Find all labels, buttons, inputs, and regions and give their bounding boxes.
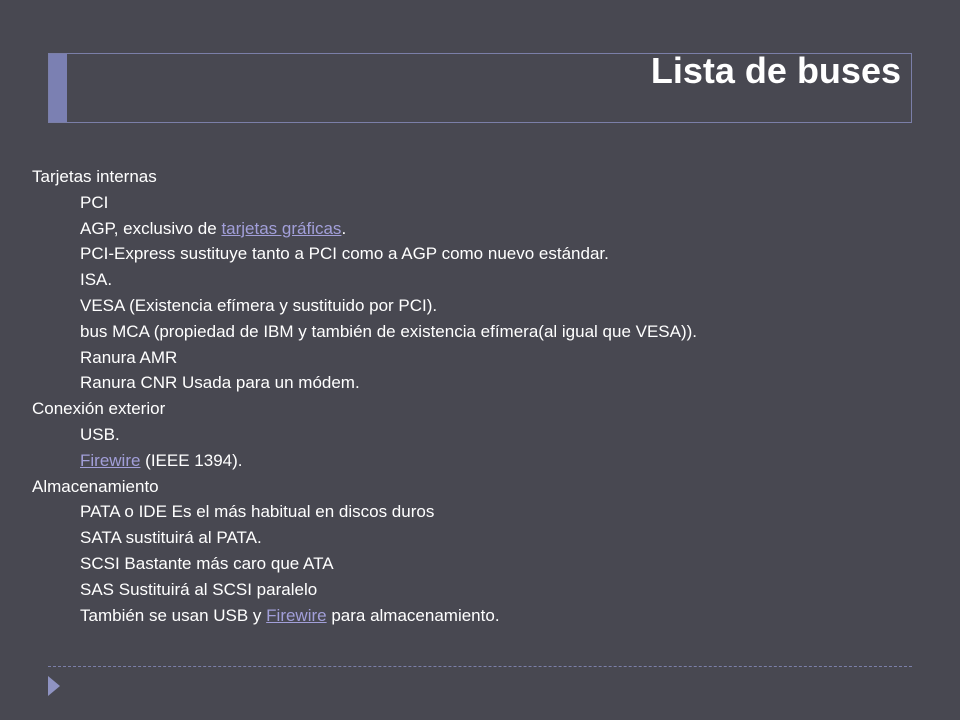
slide-title: Lista de buses [650, 50, 901, 91]
list-item: PCI [80, 192, 109, 212]
list-item [32, 448, 932, 474]
item-prefix: AGP, exclusivo de [80, 218, 222, 238]
list-item: PCI-Express sustituye tanto a PCI como a AGP como nuevo estándar. [80, 244, 609, 264]
play-arrow-icon [48, 676, 60, 696]
firewire-storage-link[interactable]: Firewire [266, 605, 327, 625]
list-item [32, 603, 932, 629]
item-prefix: También se usan USB y [80, 605, 267, 625]
list-item: Ranura CNR Usada para un módem. [80, 373, 360, 393]
list-item: ISA. [80, 270, 113, 290]
firewire-link[interactable]: Firewire [80, 450, 141, 470]
tarjetas-graficas-link[interactable]: tarjetas gráficas [221, 218, 342, 238]
section-heading-tarjetas-internas: Tarjetas internas [32, 167, 157, 186]
item-suffix: (IEEE 1394). [140, 450, 243, 470]
title-accent-bar [49, 54, 67, 122]
list-item: bus MCA (propiedad de IBM y también de existencia efímera(al igual que VESA)). [80, 321, 698, 341]
list-item: Ranura AMR [80, 347, 178, 367]
list-item: VESA (Existencia efímera y sustituido por PCI). [80, 295, 438, 315]
slide-content [32, 164, 932, 628]
list-item: SAS Sustituirá al SCSI paralelo [80, 579, 318, 599]
list-item: PATA o IDE Es el más habitual en discos duros [80, 502, 435, 522]
section-heading-conexion-exterior: Conexión exterior [32, 399, 166, 419]
item-suffix: para almacenamiento. [326, 605, 500, 625]
section-heading-almacenamiento: Almacenamiento [32, 476, 159, 496]
list-item [32, 216, 932, 242]
footer-divider [48, 666, 912, 667]
list-item: USB. [80, 424, 120, 444]
list-item: SATA sustituirá al PATA. [80, 528, 262, 548]
list-item: SCSI Bastante más caro que ATA [80, 553, 334, 573]
item-suffix: . [341, 218, 347, 238]
title-box [48, 50, 912, 123]
